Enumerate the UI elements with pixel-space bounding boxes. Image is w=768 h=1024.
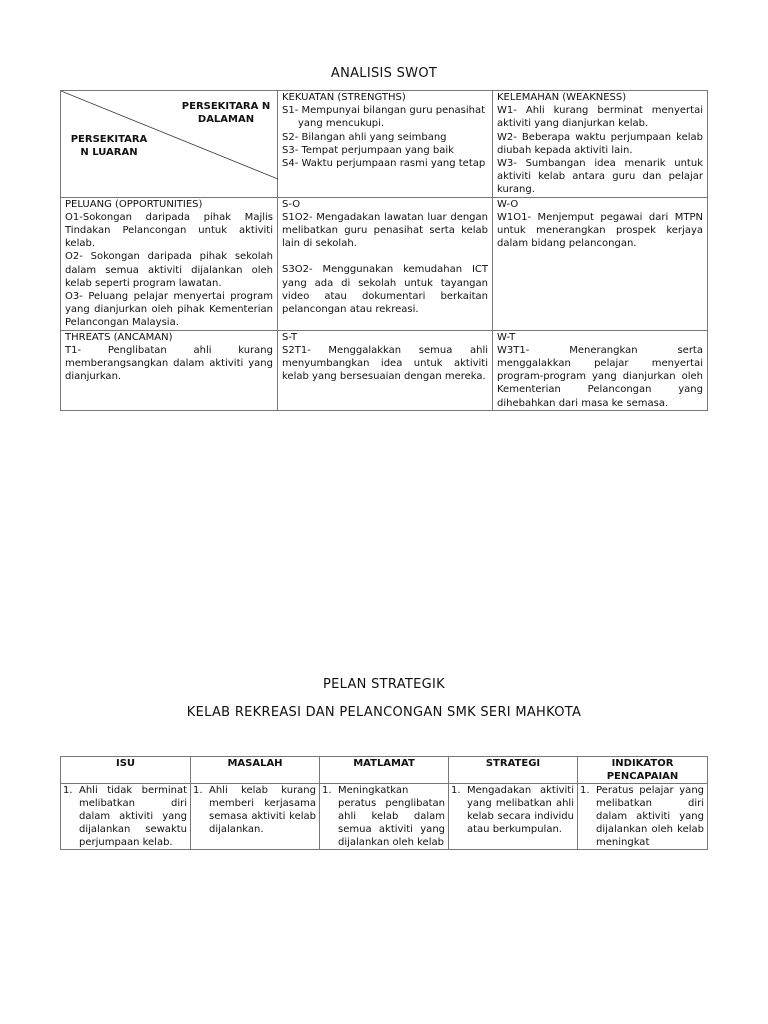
wt-header: W-T <box>497 331 516 343</box>
so-header: S-O <box>282 198 301 210</box>
st-cell <box>278 330 493 410</box>
indikator-text: Peratus pelajar yang melibatkan diri dalam aktiviti yang dijalankan oleh kelab meningkat <box>596 785 704 848</box>
list-number: 1. <box>193 785 203 796</box>
plan-header-row <box>61 757 708 784</box>
wo-header: W-O <box>497 198 519 210</box>
threats-header: THREATS (ANCAMAN) <box>65 331 173 343</box>
so-cell <box>278 197 493 330</box>
strengths-header: KEKUATAN (STRENGTHS) <box>282 92 406 103</box>
indikator-cell <box>578 784 708 850</box>
strategi-cell <box>449 784 578 850</box>
isu-cell <box>61 784 191 850</box>
opportunities-cell <box>61 197 278 330</box>
strength-item: S1- Mempunyai bilangan guru penasihat <box>282 105 486 117</box>
opportunity-item: O3- Peluang pelajar menyertai program yang dianjurkan oleh pihak Kementerian Pelancongan Malaysia. <box>65 291 273 329</box>
swot-threats-row <box>61 330 708 410</box>
wo-item: W1O1- Menjemput pegawai dari MTPN untuk menerangkan prospek kerjaya dalam bidang pelancongan. <box>497 211 703 250</box>
weakness-item: W2- Beberapa waktu perjumpaan kelab diubah kepada aktiviti lain. <box>497 131 703 156</box>
opportunities-header: PELUANG (OPPORTUNITIES) <box>65 198 203 210</box>
masalah-cell <box>191 784 320 850</box>
corner-internal-label: PERSEKITARA N DALAMAN <box>181 101 271 125</box>
swot-table <box>60 90 708 411</box>
header-strategi: STRATEGI <box>449 757 578 784</box>
swot-title: ANALISIS SWOT <box>330 66 438 81</box>
swot-opportunities-row <box>61 197 708 330</box>
header-matlamat: MATLAMAT <box>320 757 449 784</box>
swot-header-row <box>61 91 708 198</box>
wo-cell <box>493 197 708 330</box>
list-number: 1. <box>451 785 461 796</box>
corner-external-label: PERSEKITARA N LUARAN <box>70 134 148 158</box>
strategi-text: Mengadakan aktiviti yang melibatkan ahli kelab secara individu atau berkumpulan. <box>467 785 574 835</box>
masalah-text: Ahli kelab kurang memberi kerjasama semasa aktiviti kelab dijalankan. <box>209 785 316 835</box>
st-header: S-T <box>282 331 298 343</box>
list-number: 1. <box>322 785 332 796</box>
weakness-item: W3- Sumbangan idea menarik untuk aktiviti kelab antara guru dan pelajar kurang. <box>497 158 703 196</box>
header-masalah: MASALAH <box>191 757 320 784</box>
threats-cell <box>61 330 278 410</box>
matlamat-cell <box>320 784 449 850</box>
weakness-header: KELEMAHAN (WEAKNESS) <box>497 92 627 103</box>
so-item: S3O2- Menggunakan kemudahan ICT yang ada di sekolah untuk tayangan video atau dokumentari berkaitan pelancongan atau rekreasi. <box>282 264 488 316</box>
header-isu: ISU <box>61 757 191 784</box>
swot-corner-cell <box>61 91 278 198</box>
weakness-item: W1- Ahli kurang berminat menyertai aktiviti yang dianjurkan kelab. <box>497 105 703 130</box>
strength-item: S2- Bilangan ahli yang seimbang <box>282 131 447 143</box>
plan-title: PELAN STRATEGIK <box>322 677 445 692</box>
threat-item: T1- Penglibatan ahli kurang memberangsangkan dalam aktiviti yang dianjurkan. <box>65 344 273 383</box>
weakness-cell <box>493 91 708 198</box>
st-item: S2T1- Menggalakkan semua ahli menyumbangkan idea untuk aktiviti kelab yang bersesuaian dengan mereka. <box>282 344 488 383</box>
plan-subtitle: KELAB REKREASI DAN PELANCONGAN SMK SERI MAHKOTA <box>186 705 582 720</box>
wt-cell <box>493 330 708 410</box>
opportunity-item: O2- Sokongan daripada pihak sekolah dalam semua aktiviti dijalankan oleh kelab seperti program lawatan. <box>65 251 273 289</box>
list-number: 1. <box>580 785 590 796</box>
strength-item: S4- Waktu perjumpaan rasmi yang tetap <box>282 158 486 170</box>
header-indikator: INDIKATOR PENCAPAIAN <box>578 757 708 784</box>
strengths-cell <box>278 91 493 198</box>
table-row <box>61 784 708 850</box>
list-number: 1. <box>63 785 73 796</box>
strength-item: yang mencukupi. <box>298 118 385 130</box>
wt-item: W3T1- Menerangkan serta menggalakkan pelajar menyertai program-program yang dianjurkan oleh Kementerian Pelancongan yang dihebahkan dari masa ke semasa. <box>497 344 703 409</box>
opportunity-item: O1-Sokongan daripada pihak Majlis Tindakan Pelancongan untuk aktiviti kelab. <box>65 211 273 250</box>
matlamat-text: Meningkatkan peratus penglibatan ahli kelab dalam semua aktiviti yang dijalankan oleh kelab <box>338 785 445 848</box>
strategic-plan-table <box>60 756 708 850</box>
isu-text: Ahli tidak berminat melibatkan diri dalam aktiviti yang dijalankan sewaktu perjumpaan kelab. <box>79 785 187 848</box>
so-item: S1O2- Mengadakan lawatan luar dengan melibatkan guru penasihat serta kelab lain di sekolah. <box>282 211 488 250</box>
strength-item: S3- Tempat perjumpaan yang baik <box>282 144 454 156</box>
